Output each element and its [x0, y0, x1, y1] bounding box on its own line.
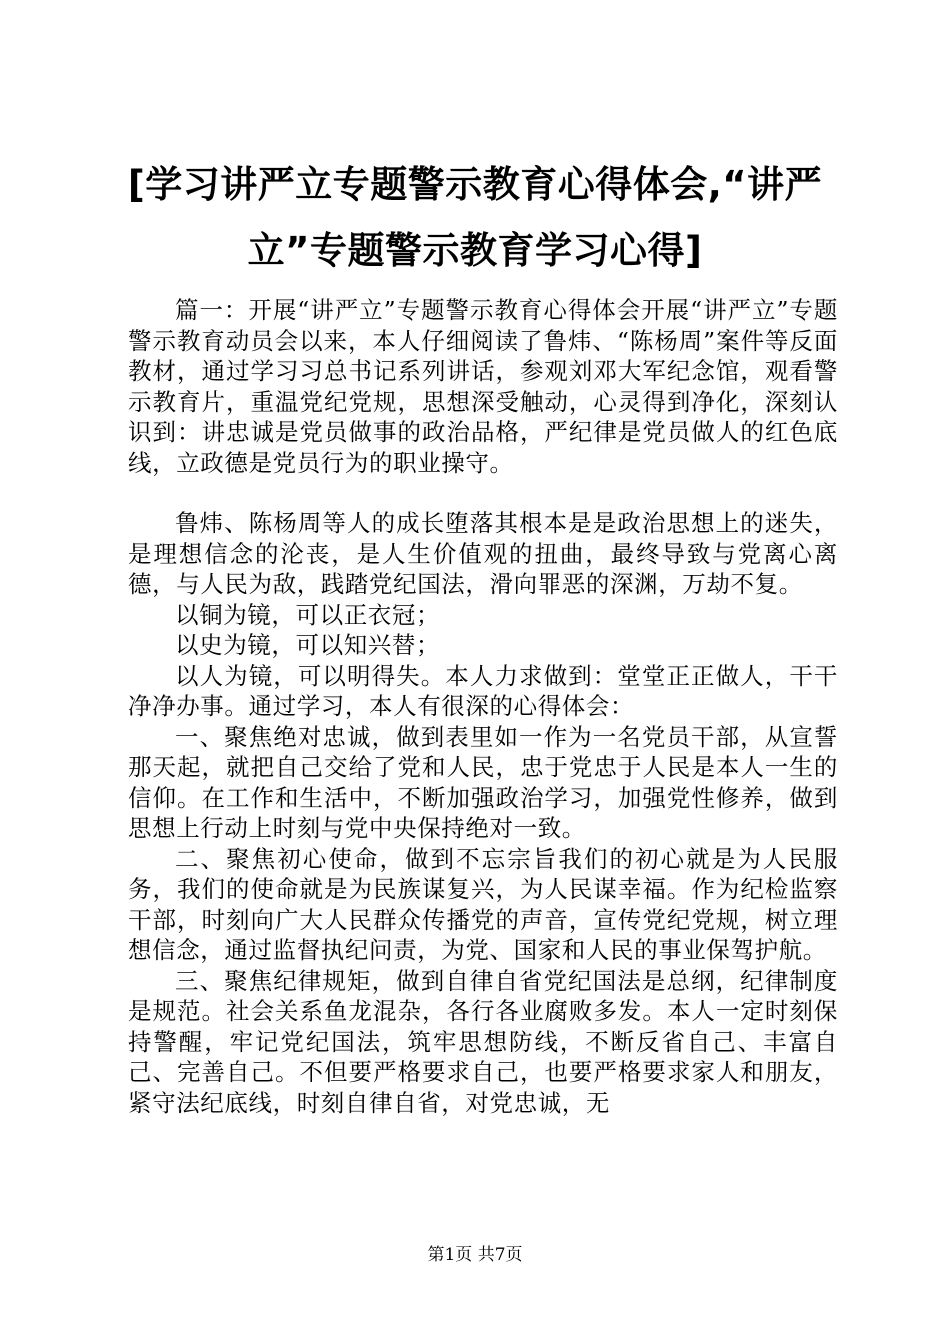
paragraph: 一、聚焦绝对忠诚，做到表里如一作为一名党员干部，从宣誓那天起，就把自己交给了党和人民，忠于党忠于人民是本人一生的信仰。在工作和生活中，不断加强政治学习，加强党性修养，做到思想上行动上时刻与党中央保持绝对一致。 — [128, 722, 838, 842]
paragraph: 二、聚焦初心使命，做到不忘宗旨我们的初心就是为人民服务，我们的使命就是为民族谋复兴，为人民谋幸福。作为纪检监察干部，时刻向广大人民群众传播党的声音，宣传党纪党规，树立理想信念，通过监督执纪问责，为党、国家和人民的事业保驾护航。 — [128, 844, 838, 964]
paragraph: 以人为镜，可以明得失。本人力求做到：堂堂正正做人，干干净净办事。通过学习，本人有很深的心得体会： — [128, 661, 838, 720]
document-title — [100, 152, 850, 284]
paragraph-intro: 篇一：开展“讲严立”专题警示教育心得体会开展“讲严立”专题警示教育动员会以来，本人仔细阅读了鲁炜、“陈杨周”案件等反面教材，通过学习习总书记系列讲话，参观刘邓大军纪念馆，观看警示教育片，重温党纪党规，思想深受触动，心灵得到净化，深刻认识到：讲忠诚是党员做事的政治品格，严纪律是党员做人的红色底线，立政德是党员行为的职业操守。 — [128, 296, 838, 477]
paragraph: 鲁炜、陈杨周等人的成长堕落其根本是是政治思想上的迷失，是理想信念的沦丧，是人生价值观的扭曲，最终导致与党离心离德，与人民为敌，践踏党纪国法，滑向罪恶的深渊，万劫不复。 — [128, 509, 838, 598]
paragraph: 以铜为镜，可以正衣冠； — [175, 600, 441, 629]
document-body — [128, 295, 838, 1118]
paragraph: 三、聚焦纪律规矩，做到自律自省党纪国法是总纲，纪律制度是规范。社会关系鱼龙混杂，各行各业腐败多发。本人一定时刻保持警醒，牢记党纪国法，筑牢思想防线，不断反省自己、丰富自己、完善自己。不但要严格要求自己，也要严格要求家人和朋友，紧守法纪底线，时刻自律自省，对党忠诚，无 — [128, 966, 838, 1117]
page-number-footer: 第1页 共7页 — [427, 1245, 523, 1265]
title-line-1: [学习讲严立专题警示教育心得体会,“讲严 — [127, 163, 823, 206]
paragraph: 以史为镜，可以知兴替； — [175, 631, 441, 659]
title-line-2: 立”专题警示教育学习心得] — [247, 229, 703, 272]
